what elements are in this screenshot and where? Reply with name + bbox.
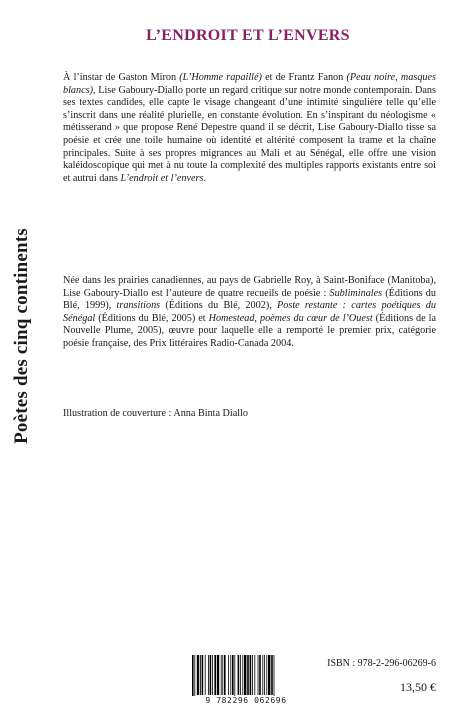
barcode-bar bbox=[205, 655, 206, 695]
barcode-bar bbox=[192, 655, 194, 699]
barcode-bar bbox=[242, 655, 243, 695]
barcode-bar bbox=[244, 655, 246, 695]
barcode-bar bbox=[262, 655, 263, 695]
series-title-text: Poètes des cinq continents bbox=[11, 228, 32, 444]
barcode-bar bbox=[252, 655, 253, 695]
barcode-bar bbox=[200, 655, 201, 695]
barcode-bar bbox=[274, 655, 275, 699]
barcode-bar bbox=[268, 655, 270, 695]
author-biography-paragraph bbox=[63, 275, 436, 351]
barcode-bar bbox=[240, 655, 241, 695]
barcode-bar bbox=[230, 655, 231, 695]
text-run: . bbox=[203, 172, 206, 184]
barcode-bar bbox=[238, 655, 240, 695]
text-run: (Éditions du Blé, 2002), bbox=[160, 300, 278, 312]
barcode-bar bbox=[266, 655, 267, 695]
barcode-bar bbox=[232, 655, 234, 695]
italic-title-run: Homestead, poèmes du cœur de l’Ouest bbox=[208, 312, 373, 324]
text-run: et de Frantz Fanon bbox=[261, 72, 347, 83]
barcode-number: 9 782296 062696 bbox=[190, 696, 302, 705]
description-paragraph bbox=[63, 72, 436, 185]
italic-title-run: transitions bbox=[116, 300, 161, 312]
barcode-bar bbox=[234, 655, 235, 699]
italic-title-run: (L’Homme rapaillé) bbox=[179, 72, 262, 83]
isbn: ISBN : 978-2-296-06269-6 bbox=[327, 658, 436, 669]
barcode-bar bbox=[194, 655, 195, 699]
barcode-bar bbox=[221, 655, 222, 695]
text-run: À l’instar de Gaston Miron bbox=[63, 72, 180, 83]
barcode-icon bbox=[190, 655, 302, 701]
barcode-bar bbox=[247, 655, 249, 695]
text-run: (Éditions de la Nouvelle Plume, 2005), œuvre pour laquelle elle a remporté le premier prix, catégorie poésie française, des Prix littéraires Radio-Canada 2004. bbox=[63, 312, 436, 349]
italic-title-run: Subliminales bbox=[329, 287, 383, 299]
barcode-bar bbox=[214, 655, 216, 695]
text-run: (Éditions du Blé, 2005) et bbox=[95, 312, 209, 324]
barcode-bar bbox=[224, 655, 226, 695]
barcode-bar bbox=[210, 655, 212, 695]
italic-title-run: (Peau noire, masques blancs) bbox=[63, 72, 436, 96]
barcode-bar bbox=[202, 655, 204, 695]
barcode-bar bbox=[254, 655, 255, 695]
text-run: (Éditions du Blé, 1999), bbox=[63, 287, 436, 312]
barcode-bar bbox=[258, 655, 259, 695]
barcode-bar bbox=[212, 655, 213, 695]
barcode-bar bbox=[228, 655, 229, 695]
price: 13,50 € bbox=[400, 680, 436, 694]
book-title: L’ENDROIT ET L’ENVERS bbox=[146, 27, 350, 44]
text-run: Née dans les prairies canadiennes, au pays de Gabrielle Roy, à Saint-Boniface (Manitoba), Lise Gaboury-Diallo est l’auteure de quatre recueils de poésie : bbox=[63, 275, 436, 299]
barcode-bar bbox=[259, 655, 261, 695]
barcode-bar bbox=[197, 655, 199, 695]
barcode-bar bbox=[208, 655, 209, 695]
barcode-bar bbox=[264, 655, 265, 695]
text-run: , Lise Gaboury-Diallo porte un regard critique sur notre monde contemporain. Dans ses textes candides, elle capte le visage changeant d’une intimité singulière telle qu’elle s’inscrit dans une réalité plurielle, en constante évolution. En s’inspirant du néologisme « métisserand » que propose René Depestre quand il se décrit, Lise Gaboury-Diallo tisse sa poésie et crée une toile humaine où identité et altérité composent la trame et la chaîne principales. Suite à ses propres migrances au Mali et au Sénégal, elle offre une vision kaléidoscopique qui met à nu toute la complexité des multiples rapports existants entre soi et autrui dans bbox=[63, 84, 436, 184]
italic-title-run: Poste restante : cartes poétiques du Sénégal bbox=[63, 300, 436, 324]
barcode-bar bbox=[217, 655, 219, 695]
italic-title-run: L’endroit et l’envers bbox=[120, 172, 204, 184]
barcode-bar bbox=[222, 655, 223, 695]
barcode bbox=[190, 655, 302, 701]
illustration-credit: Illustration de couverture : Anna Binta Diallo bbox=[63, 408, 249, 419]
barcode-bar bbox=[250, 655, 252, 695]
barcode-bar bbox=[271, 655, 273, 695]
